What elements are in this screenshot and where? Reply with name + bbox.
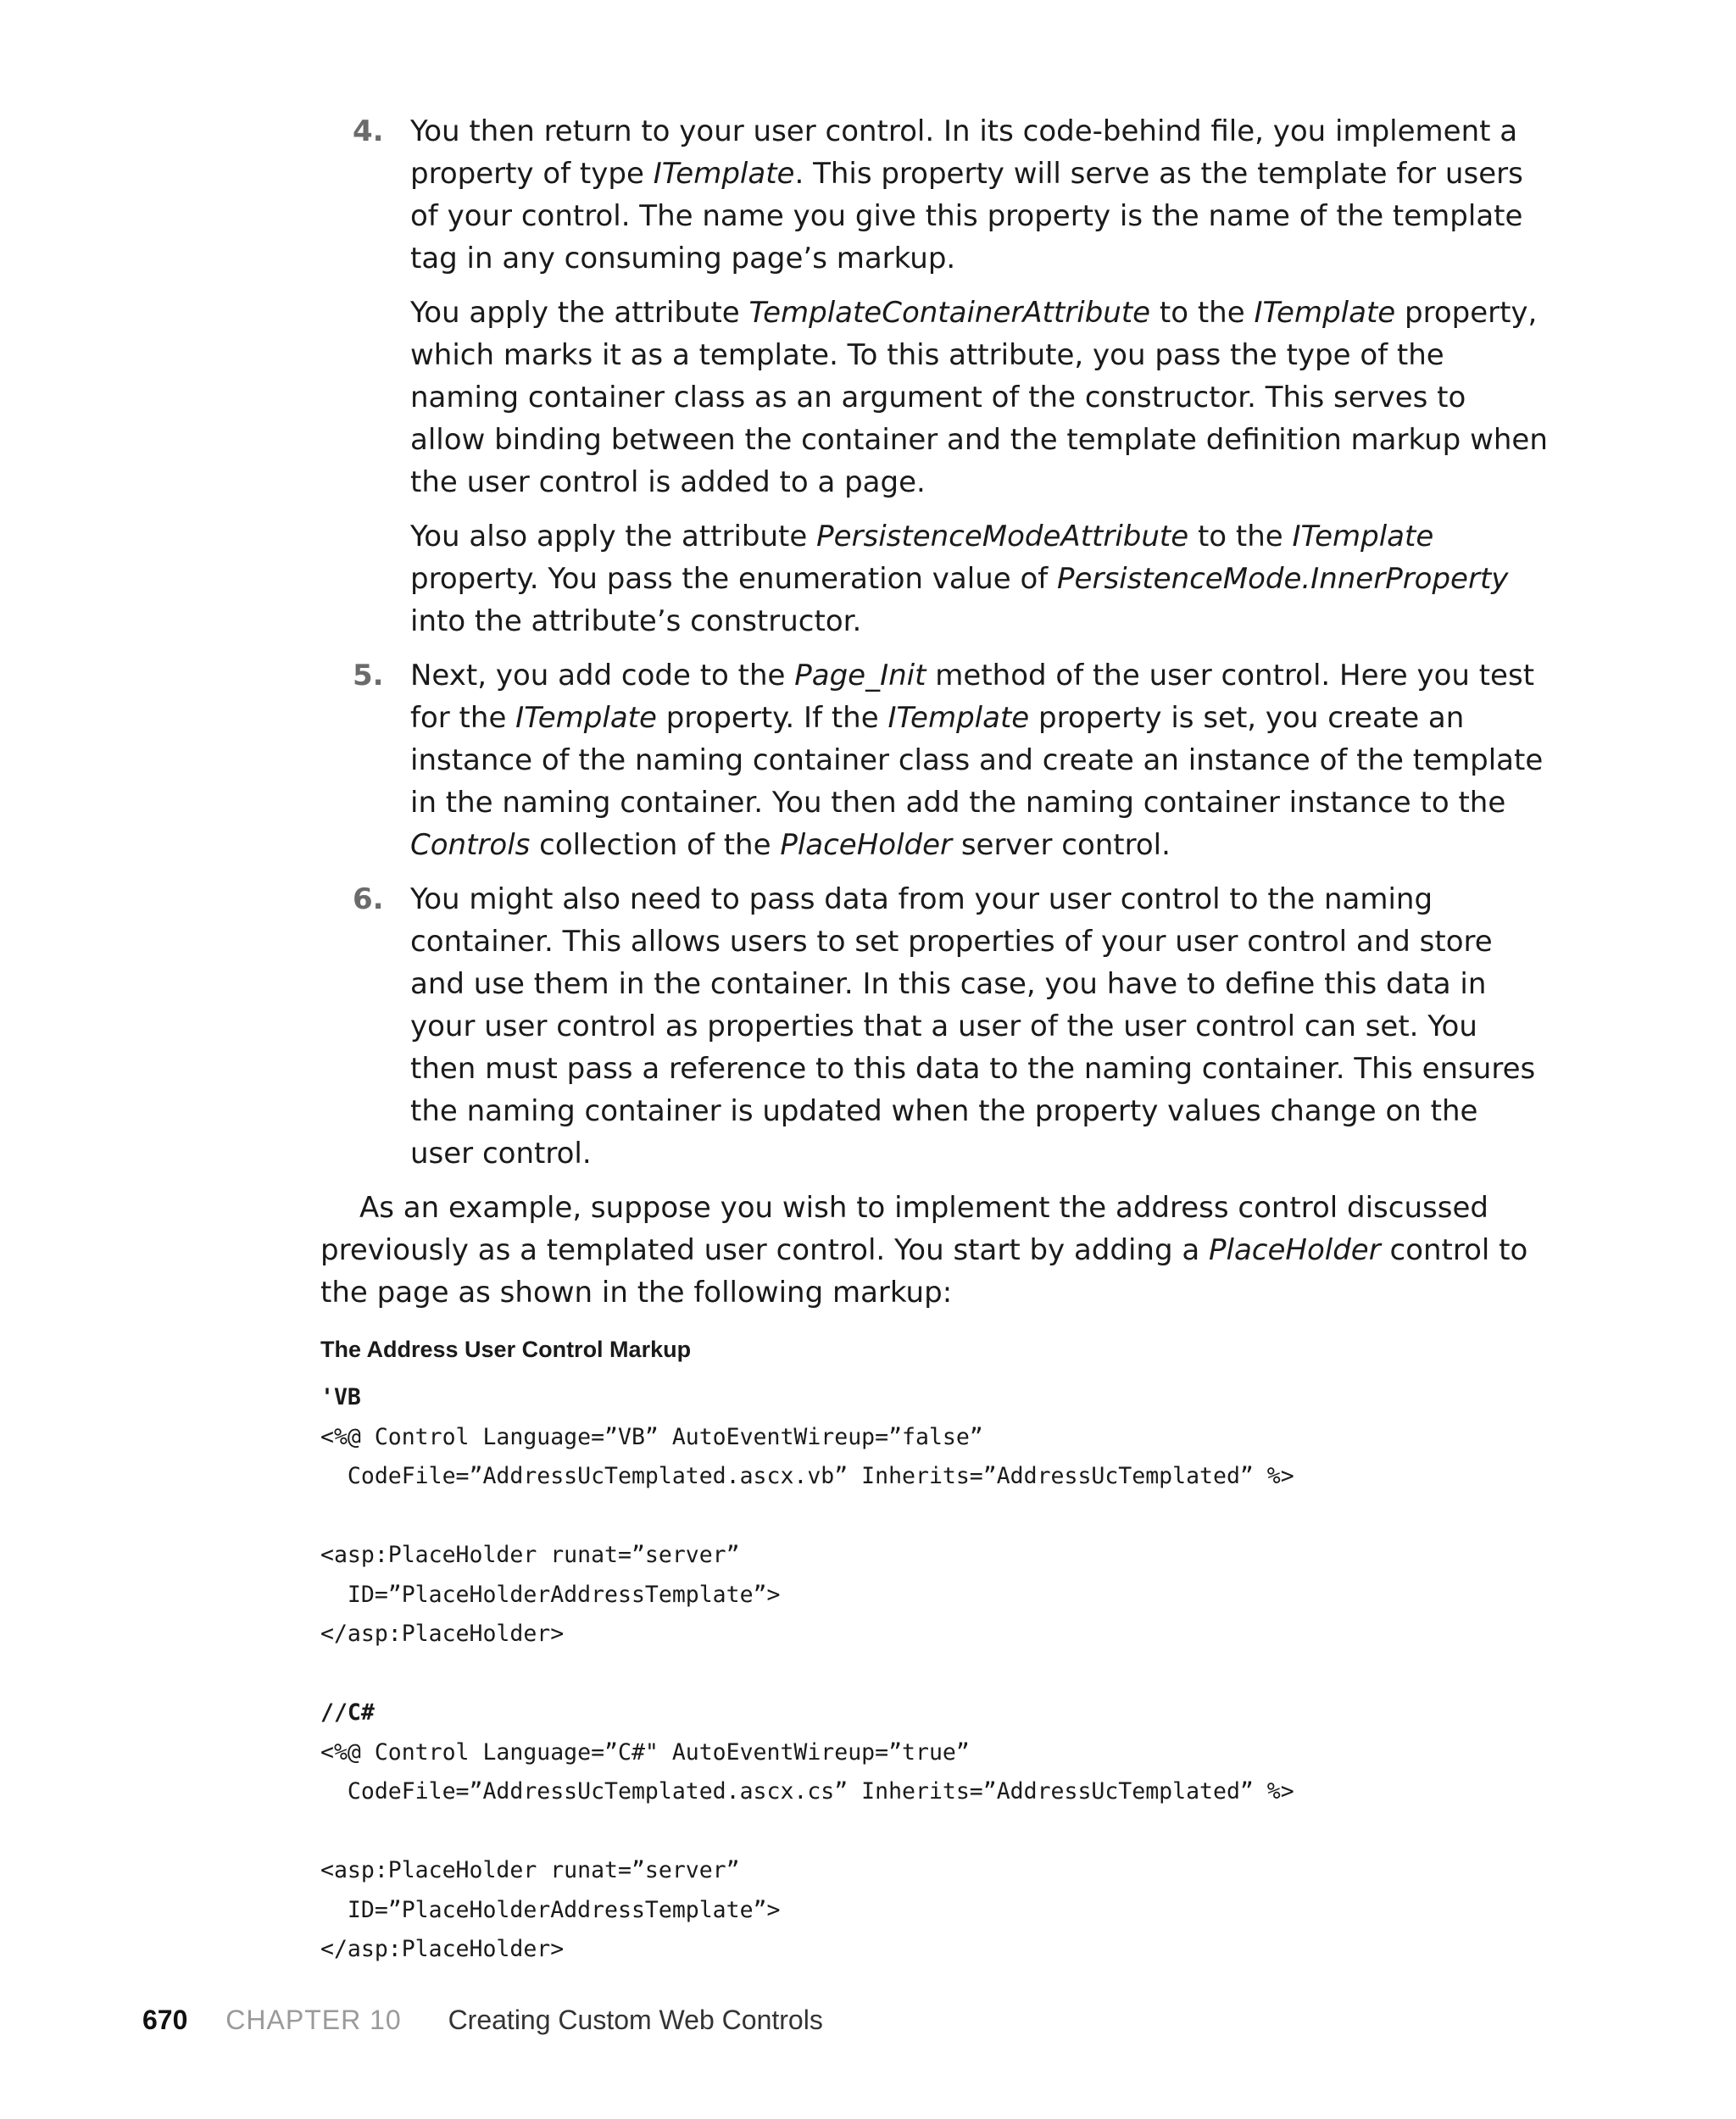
emphasis-text: PlaceHolder bbox=[1209, 1233, 1381, 1267]
text-run: method of the user control. Here you test for the bbox=[410, 659, 1535, 735]
emphasis-text: PlaceHolder bbox=[780, 828, 953, 862]
text-run: You then return to your user control. In its code-behind file, you implement a property of type bbox=[410, 114, 1518, 191]
code-line: <%@ Control Language=”VB” AutoEventWireup=”false” bbox=[320, 1423, 983, 1450]
emphasis-text: ITemplate bbox=[1254, 296, 1396, 330]
text-run: You might also need to pass data from your user control to the naming container. This allows users to set properties of your user control and store and use them in the container. In this case, you have to define this data in your user control as properties that a user of the user control can set. You then must pass a reference to this data to the naming container. This ensures the naming container is updated when the property values change on the user control. bbox=[410, 882, 1536, 1171]
code-line: ID=”PlaceHolderAddressTemplate”> bbox=[320, 1896, 781, 1923]
chapter-label: CHAPTER 10 bbox=[225, 2005, 402, 2035]
text-run: control to the page as shown in the following markup: bbox=[320, 1233, 1528, 1310]
code-comment-line: //C# bbox=[320, 1699, 375, 1726]
emphasis-text: ITemplate bbox=[653, 157, 795, 191]
list-item-number: 5. bbox=[353, 659, 384, 692]
emphasis-text: Page_Init bbox=[794, 659, 926, 692]
emphasis-text: PersistenceModeAttribute bbox=[816, 520, 1189, 553]
code-line bbox=[320, 1812, 1550, 1852]
page-number: 670 bbox=[142, 2005, 188, 2035]
list-item bbox=[320, 110, 1550, 642]
emphasis-text: ITemplate bbox=[515, 701, 657, 735]
emphasis-text: Controls bbox=[410, 828, 531, 862]
code-line: </asp:PlaceHolder> bbox=[320, 1936, 565, 1962]
text-run: property. If the bbox=[656, 701, 888, 735]
code-line: ID=”PlaceHolderAddressTemplate”> bbox=[320, 1581, 781, 1608]
code-line: <%@ Control Language=”C#" AutoEventWireup=”true” bbox=[320, 1738, 970, 1766]
text-run: Next, you add code to the bbox=[410, 659, 795, 692]
text-run: You also apply the attribute bbox=[410, 520, 817, 553]
code-line bbox=[320, 1655, 1550, 1694]
code-line: <asp:PlaceHolder runat=”server” bbox=[320, 1857, 740, 1883]
code-line: CodeFile=”AddressUcTemplated.ascx.cs” Inherits=”AddressUcTemplated” %> bbox=[320, 1778, 1294, 1805]
list-item-paragraph bbox=[410, 292, 1550, 503]
code-line: </asp:PlaceHolder> bbox=[320, 1621, 565, 1647]
code-listing bbox=[320, 1378, 1550, 1970]
text-run: You apply the attribute bbox=[410, 296, 749, 330]
list-item-paragraph bbox=[410, 515, 1550, 642]
listing-title: The Address User Control Markup bbox=[320, 1337, 692, 1362]
text-run: . This property will serve as the template for users of your control. The name you give this property is the name of the template tag in any consuming page’s markup. bbox=[410, 157, 1523, 275]
text-run: to the bbox=[1150, 296, 1255, 330]
text-run: property, which marks it as a template. To this attribute, you pass the type of the naming container class as an argument of the constructor. This serves to allow binding between the container and the template definition markup when the user control is added to a page. bbox=[410, 296, 1548, 499]
list-item-paragraph bbox=[410, 878, 1550, 1175]
list-item-number: 6. bbox=[353, 882, 384, 916]
text-run: collection of the bbox=[530, 828, 781, 862]
code-line bbox=[320, 1497, 1550, 1537]
emphasis-text: ITemplate bbox=[887, 701, 1030, 735]
body-paragraph bbox=[320, 1187, 1550, 1314]
list-item-paragraph bbox=[410, 654, 1550, 866]
code-comment-line: 'VB bbox=[320, 1384, 361, 1410]
chapter-title: Creating Custom Web Controls bbox=[448, 2005, 823, 2035]
text-run: to the bbox=[1188, 520, 1293, 553]
numbered-list bbox=[320, 110, 1550, 1175]
emphasis-text: PersistenceMode.InnerProperty bbox=[1057, 562, 1509, 596]
code-line: CodeFile=”AddressUcTemplated.ascx.vb” Inherits=”AddressUcTemplated” %> bbox=[320, 1463, 1294, 1489]
text-run: property is set, you create an instance of the naming container class and create an instance of the template in the naming container. You then add the naming container instance to the bbox=[410, 701, 1544, 820]
list-item bbox=[320, 878, 1550, 1175]
text-run: As an example, suppose you wish to implement the address control discussed previously as a templated user control. You start by adding a bbox=[320, 1191, 1488, 1267]
text-run: property. You pass the enumeration value of bbox=[410, 562, 1058, 596]
code-line: <asp:PlaceHolder runat=”server” bbox=[320, 1542, 740, 1568]
text-run: into the attribute’s constructor. bbox=[410, 604, 862, 638]
emphasis-text: TemplateContainerAttribute bbox=[748, 296, 1151, 330]
list-item-paragraph bbox=[410, 110, 1550, 280]
page-content bbox=[320, 110, 1550, 1970]
list-item bbox=[320, 654, 1550, 866]
text-run: server control. bbox=[952, 828, 1171, 862]
emphasis-text: ITemplate bbox=[1292, 520, 1434, 553]
list-item-number: 4. bbox=[353, 114, 384, 148]
page-footer bbox=[142, 2001, 823, 2038]
